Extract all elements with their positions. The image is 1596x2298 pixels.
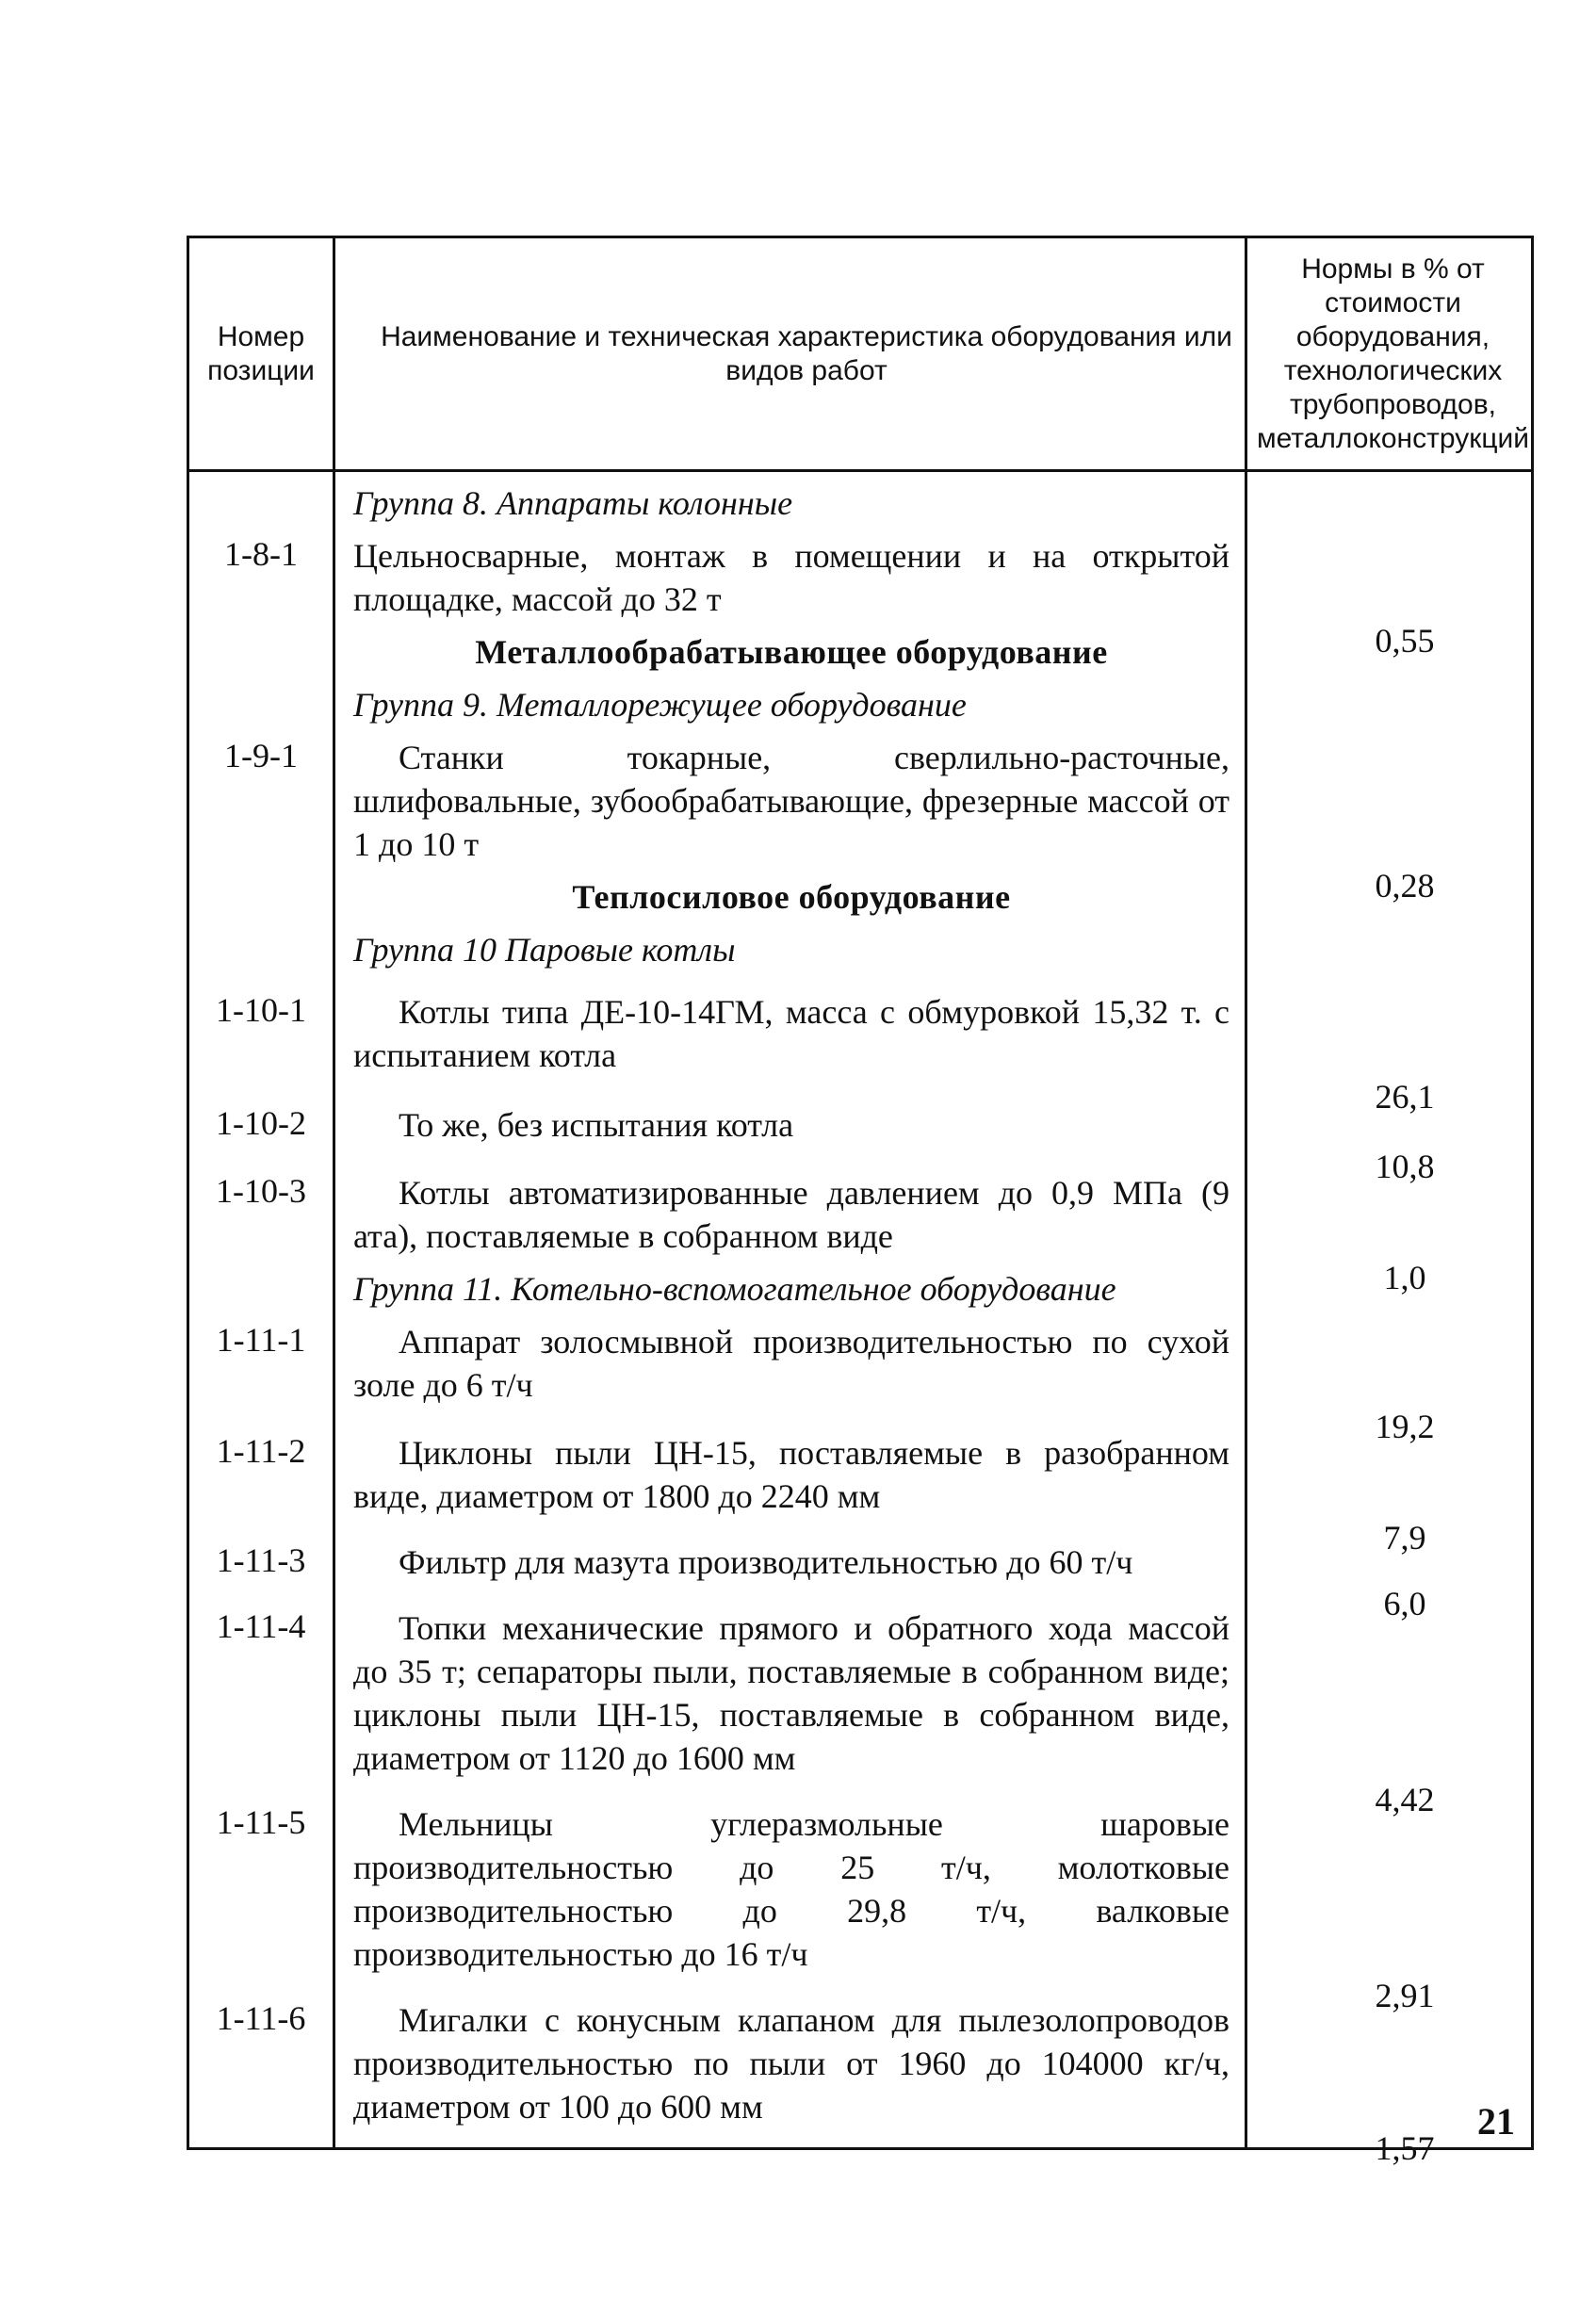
page-number: 21 (1477, 2100, 1515, 2143)
position-number: 1-10-3 (216, 1172, 306, 1210)
group-row (189, 674, 1531, 726)
item-description: Аппарат золосмывной производительностью по сухой золе до 6 т/ч (353, 1323, 1230, 1404)
item-description: Фильтр для мазута производительностью до 60 т/ч (399, 1543, 1133, 1581)
item-description: Топки механические прямого и обратного хода массой до 35 т; сепараторы пыли, поставляемые в собранном виде; циклоны пыли ЦН-15, поставляемые в собранном виде, диаметром от 1120 до 1600 мм (353, 1609, 1230, 1777)
group-title: Группа 8. Аппараты колонные (353, 484, 793, 522)
table-row (189, 1077, 1531, 1185)
norm-value: 10,8 (1375, 1148, 1435, 1185)
norm-value: 0,55 (1375, 622, 1435, 660)
position-number: 1-11-2 (216, 1432, 306, 1470)
item-description: Мельницы углеразмольные шаровые производительностью до 25 т/ч, молотковые производительностью до 29,8 т/ч, валковые производительностью до 16 т/ч (353, 1805, 1230, 1973)
section-row (189, 621, 1531, 674)
section-row (189, 866, 1531, 919)
norm-value: 6,0 (1383, 1585, 1426, 1622)
table-row (189, 1407, 1531, 1556)
item-description: Циклоны пыли ЦН-15, поставляемые в разобранном виде, диаметром от 1800 до 2240 мм (353, 1434, 1230, 1515)
table-body (189, 472, 1531, 2167)
item-description: Котлы автоматизированные давлением до 0,9 МПа (9 ата), поставляемые в собранном виде (353, 1174, 1230, 1255)
position-number: 1-11-6 (216, 1999, 306, 2037)
group-row (189, 472, 1531, 525)
header-norms: Нормы в % от стоимости оборудования, технологических трубопроводов, металлоконструкций (1256, 253, 1530, 454)
position-number: 1-10-1 (216, 991, 306, 1029)
header-description: Наименование и техническая характеристика оборудования или видов работ (381, 320, 1232, 386)
item-description: То же, без испытания котла (399, 1106, 794, 1144)
position-number: 1-10-2 (216, 1104, 306, 1142)
norm-value: 1,0 (1383, 1259, 1426, 1296)
group-title: Группа 9. Металлорежущее оборудование (353, 686, 967, 724)
section-title: Металлообрабатывающее оборудование (475, 633, 1108, 671)
position-number: 1-11-5 (216, 1803, 306, 1841)
table-header (189, 238, 1531, 472)
norm-value: 4,42 (1375, 1781, 1435, 1818)
norm-value: 7,9 (1383, 1519, 1426, 1556)
item-description: Цельносварные, монтаж в помещении и на открытой площадке, массой до 32 т (353, 537, 1230, 618)
group-title: Группа 11. Котельно-вспомогательное оборудование (353, 1270, 1116, 1308)
table-row (189, 1584, 1531, 1818)
position-number: 1-11-1 (216, 1321, 306, 1359)
table-row (189, 1780, 1531, 2014)
header-position: Номер позиции (207, 320, 315, 386)
group-row (189, 919, 1531, 971)
norm-value: 2,91 (1375, 1977, 1435, 2014)
norm-value: 1,57 (1375, 2129, 1435, 2167)
position-number: 1-8-1 (224, 535, 298, 573)
table-row (189, 1976, 1531, 2167)
norms-table (187, 236, 1534, 2167)
table-row (189, 1311, 1531, 1445)
position-number: 1-11-4 (216, 1607, 306, 1645)
item-description: Станки токарные, сверлильно-расточные, шлифовальные, зубообрабатывающие, фрезерные массой от 1 до 10 т (353, 739, 1230, 863)
item-description: Котлы типа ДЕ-10-14ГМ, масса с обмуровкой 15,32 т. с испытанием котла (353, 993, 1230, 1074)
group-title: Группа 10 Паровые котлы (353, 931, 736, 969)
group-row (189, 1258, 1531, 1311)
position-number: 1-9-1 (224, 737, 298, 774)
section-title: Теплосиловое оборудование (572, 878, 1011, 916)
item-description: Мигалки с конусным клапаном для пылезолопроводов производительностью по пыли от 1960 до 104000 кг/ч, диаметром от 100 до 600 мм (353, 2001, 1230, 2126)
table-row (189, 971, 1531, 1116)
norm-value: 19,2 (1375, 1408, 1435, 1445)
norm-value: 26,1 (1375, 1078, 1435, 1116)
table-row (189, 1518, 1531, 1622)
position-number: 1-11-3 (216, 1541, 306, 1579)
norm-value: 0,28 (1375, 867, 1435, 905)
